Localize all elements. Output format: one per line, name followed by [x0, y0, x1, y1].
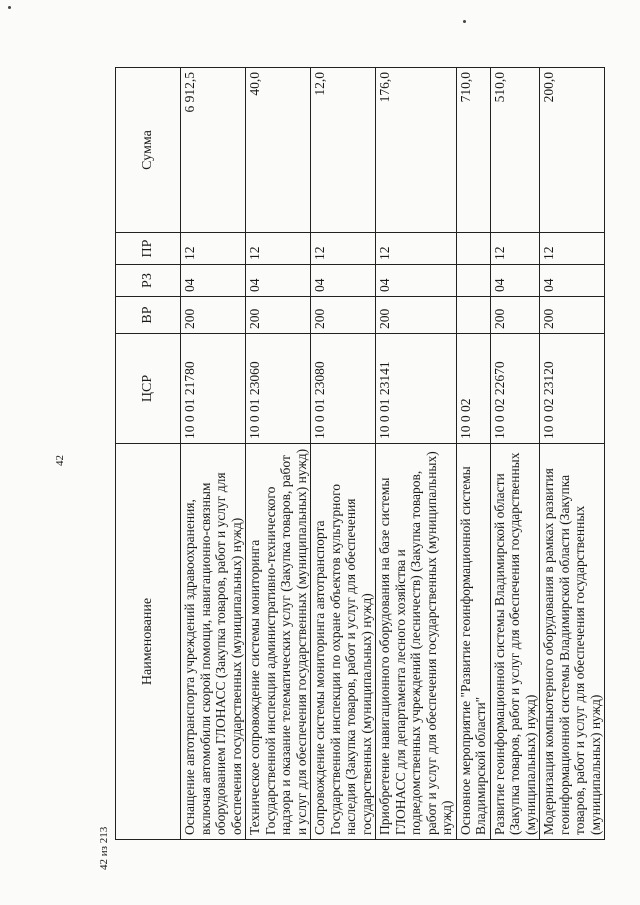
cell-pr: 12	[181, 233, 246, 265]
header-vr: ВР	[116, 297, 181, 334]
cell-pr: 12	[490, 233, 540, 265]
cell-csr: 10 0 02 23120	[540, 334, 605, 444]
cell-name: Основное мероприятие "Развитие геоинформационной системы Владимирской области"	[456, 444, 490, 840]
cell-vr	[456, 297, 490, 334]
cell-sum: 710,0	[456, 68, 490, 233]
cell-csr: 10 0 01 23060	[246, 334, 311, 444]
cell-name: Сопровождение системы мониторинга автотранспорта Государственной инспекции по охране объектов культурного наследия (Закупка товаров, работ и услуг для обеспечения государственных (муниципальных) нужд)	[311, 444, 376, 840]
cell-sum: 12,0	[311, 68, 376, 233]
table-row	[311, 68, 376, 840]
table-row	[540, 68, 605, 840]
cell-csr: 10 0 02 22670	[490, 334, 540, 444]
table-row	[456, 68, 490, 840]
cell-pr: 12	[311, 233, 376, 265]
scan-mark	[8, 6, 11, 9]
header-name: Наименование	[116, 444, 181, 840]
cell-name: Приобретение навигационного оборудования на базе системы ГЛОНАСС для департамента лесного хозяйства и подведомственных учреждений (лесничеств) (Закупка товаров, работ и услуг для обеспечения государственных (муниципальных) нужд)	[376, 444, 457, 840]
page-number: 42	[54, 455, 66, 466]
cell-vr: 200	[376, 297, 457, 334]
cell-sum: 176,0	[376, 68, 457, 233]
header-pr: ПР	[116, 233, 181, 265]
table-row	[376, 68, 457, 840]
cell-csr: 10 0 01 21780	[181, 334, 246, 444]
header-csr: ЦСР	[116, 334, 181, 444]
cell-pr: 12	[376, 233, 457, 265]
cell-csr: 10 0 02	[456, 334, 490, 444]
table-row	[246, 68, 311, 840]
cell-name: Развитие геоинформационной системы Владимирской области (Закупка товаров, работ и услуг для обеспечения государственных (муниципальных) нужд)	[490, 444, 540, 840]
cell-csr: 10 0 01 23080	[311, 334, 376, 444]
table-row	[490, 68, 540, 840]
cell-vr: 200	[311, 297, 376, 334]
table-row	[181, 68, 246, 840]
cell-vr: 200	[490, 297, 540, 334]
cell-sum: 510,0	[490, 68, 540, 233]
header-rz: РЗ	[116, 265, 181, 297]
cell-sum: 6 912,5	[181, 68, 246, 233]
cell-vr: 200	[181, 297, 246, 334]
cell-vr: 200	[540, 297, 605, 334]
cell-pr: 12	[246, 233, 311, 265]
cell-rz	[456, 265, 490, 297]
cell-rz: 04	[490, 265, 540, 297]
cell-name: Модернизация компьютерного оборудования в рамках развития геоинформационной системы Владимирской области (Закупка товаров, работ и услуг для обеспечения государственных (муниципальных) нужд)	[540, 444, 605, 840]
cell-rz: 04	[376, 265, 457, 297]
cell-name: Оснащение автотранспорта учреждений здравоохранения, включая автомобили скорой помощи, навигационно-связным оборудованием ГЛОНАСС (Закупка товаров, работ и услуг для обеспечения государственных (муниципальных) нужд)	[181, 444, 246, 840]
page-footer: 42 из 213	[98, 826, 110, 870]
cell-rz: 04	[181, 265, 246, 297]
cell-csr: 10 0 01 23141	[376, 334, 457, 444]
scan-mark	[463, 20, 466, 23]
cell-name: Техническое сопровождение системы мониторинга Государственной инспекции административно-технического надзора и оказание телематических услуг (Закупка товаров, работ и услуг для обеспечения государственных (муниципальных) нужд)	[246, 444, 311, 840]
cell-rz: 04	[540, 265, 605, 297]
budget-table-container	[115, 68, 603, 840]
cell-sum: 40,0	[246, 68, 311, 233]
table-header-row	[116, 68, 181, 840]
cell-vr: 200	[246, 297, 311, 334]
budget-table	[115, 67, 605, 840]
cell-rz: 04	[246, 265, 311, 297]
header-sum: Сумма	[116, 68, 181, 233]
cell-sum: 200,0	[540, 68, 605, 233]
cell-pr	[456, 233, 490, 265]
cell-rz: 04	[311, 265, 376, 297]
cell-pr: 12	[540, 233, 605, 265]
